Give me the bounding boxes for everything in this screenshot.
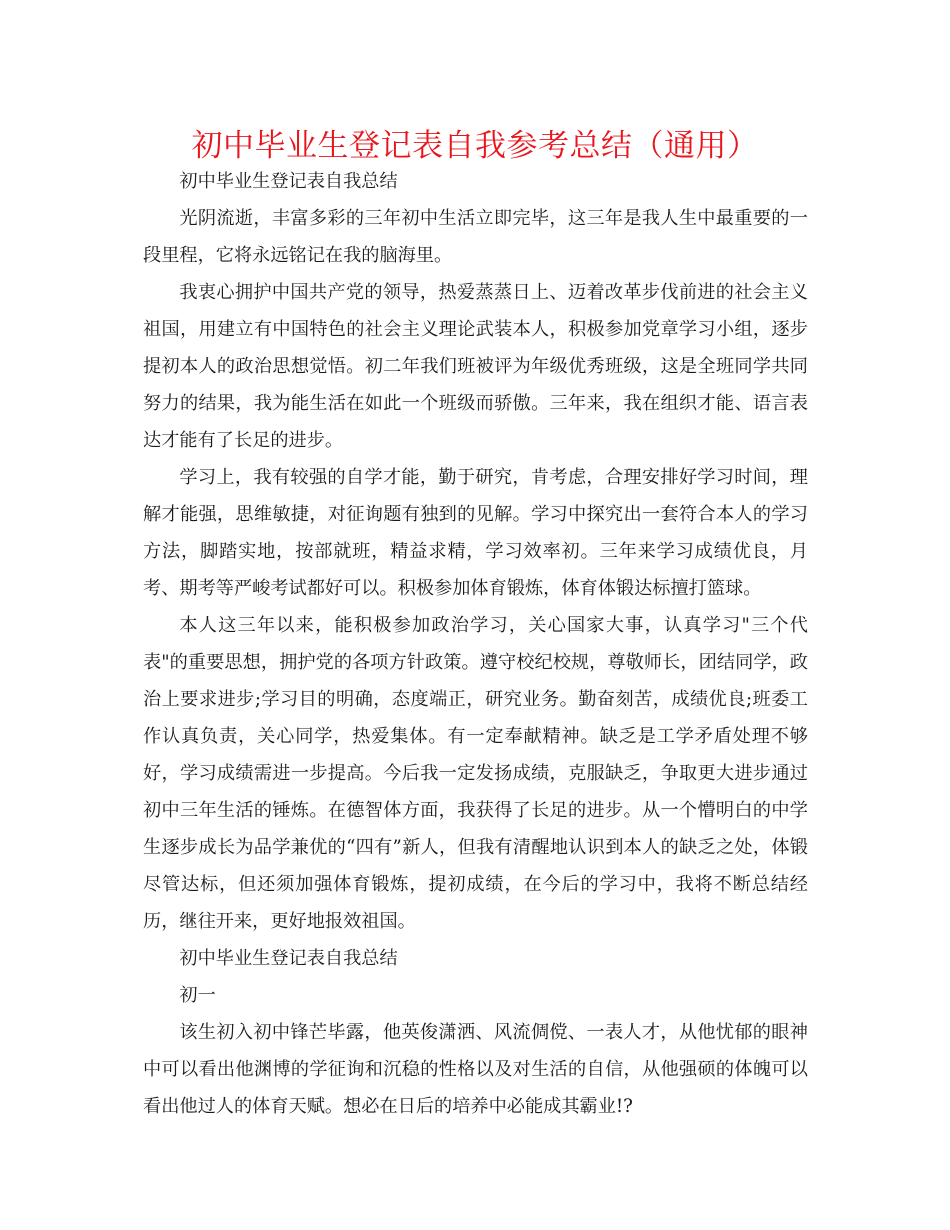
section-heading: 初中毕业生登记表自我总结 bbox=[179, 171, 398, 192]
sub-heading: 初一 bbox=[179, 985, 216, 1006]
body-paragraph: 学习上，我有较强的自学才能，勤于研究，肯考虑，合理安排好学习时间，理解才能强，思维敏捷，对征询题有独到的见解。学习中探究出一套符合本人的学习方法，脚踏实地，按部就班，精益求精，学习效率初。三年来学习成绩优良，月考、期考等严峻考试都好可以。积极参加体育锻炼，体育体锻达标擅打篮球。 bbox=[143, 467, 808, 599]
body-paragraph: 该生初入初中锋芒毕露，他英俊潇洒、风流倜傥、一表人才，从他忧郁的眼神中可以看出他渊博的学征询和沉稳的性格以及对生活的自信，从他强硕的体魄可以看出他过人的体育天赋。想必在日后的培养中必能成其霸业!? bbox=[143, 1022, 808, 1117]
body-paragraph: 我衷心拥护中国共产党的领导，热爱蒸蒸日上、迈着改革步伐前进的社会主义祖国，用建立有中国特色的社会主义理论武装本人，积极参加党章学习小组，逐步提初本人的政治思想觉悟。初二年我们班被评为年级优秀班级，这是全班同学共同努力的结果，我为能生活在如此一个班级而骄傲。三年来，我在组织才能、语言表达才能有了长足的进步。 bbox=[143, 282, 808, 451]
document-title: 初中毕业生登记表自我参考总结（通用） bbox=[191, 128, 759, 164]
section-heading: 初中毕业生登记表自我总结 bbox=[179, 948, 398, 969]
body-paragraph: 光阴流逝，丰富多彩的三年初中生活立即完毕，这三年是我人生中最重要的一段里程，它将永远铭记在我的脑海里。 bbox=[143, 208, 808, 266]
document-body bbox=[143, 163, 808, 1125]
body-paragraph: 本人这三年以来，能积极参加政治学习，关心国家大事，认真学习"三个代表"的重要思想，拥护党的各项方针政策。遵守校纪校规，尊敬师长，团结同学，政治上要求进步;学习目的明确，态度端正，研究业务。勤奋刻苦，成绩优良;班委工作认真负责，关心同学，热爱集体。有一定奉献精神。缺乏是工学矛盾处理不够好，学习成绩需进一步提高。今后我一定发扬成绩，克服缺乏，争取更大进步通过初中三年生活的锤炼。在德智体方面，我获得了长足的进步。从一个懵明白的中学生逐步成长为品学兼优的“四有”新人，但我有清醒地认识到本人的缺乏之处，体锻尽管达标，但还须加强体育锻炼，提初成绩，在今后的学习中，我将不断总结经历，继往开来，更好地报效祖国。 bbox=[143, 615, 808, 932]
